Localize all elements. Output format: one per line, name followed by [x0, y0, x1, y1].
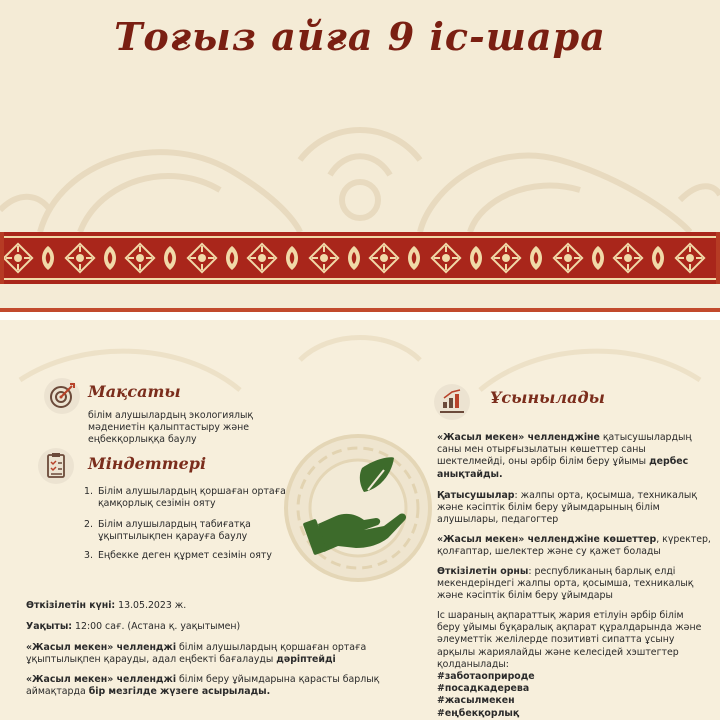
paragraph-text: алушылары, педагогтер — [437, 514, 559, 526]
task-item — [98, 519, 251, 543]
paragraph-bold: бір мезгілде жүзеге асырылады. — [88, 686, 271, 698]
event-date — [26, 600, 186, 612]
task-line: Білім алушылардың табиғатқа — [98, 519, 251, 530]
frame-bottom — [0, 308, 720, 312]
challenge-name: «Жасыл мекен» челленджі — [26, 642, 177, 653]
task-item — [98, 486, 286, 510]
task-item — [98, 550, 272, 562]
paragraph-text: білім беру ұйымдарына қарасты барлық — [176, 674, 380, 685]
task-number: 3. — [84, 550, 93, 561]
paragraph-text: арқылы жариялайды және келесідей хэштегтер — [437, 646, 679, 658]
paragraph-text: : жалпы орта, қосымша, техникалық — [514, 490, 697, 501]
recommend-paragraph-2 — [437, 490, 697, 527]
task-number: 1. — [84, 486, 93, 497]
hand-growth-icon — [434, 384, 470, 420]
tasks-heading: Міндеттері — [88, 454, 207, 473]
location-label: Өткізілетін орны — [437, 566, 529, 577]
challenge-name: «Жасыл мекен» челленджіне — [437, 432, 600, 443]
date-label: Өткізілетін күні: — [26, 600, 116, 611]
task-line: Еңбекке деген құрмет сезімін ояту — [98, 550, 272, 561]
central-medallion — [286, 436, 430, 580]
challenge-name: «Жасыл мекен» челленджіне көшеттер — [437, 534, 657, 545]
paragraph-text: және кәсіптік білім беру ұйымдарының білім — [437, 502, 660, 514]
participants-label: Қатысушылар — [437, 490, 515, 501]
title-slide — [0, 0, 720, 312]
recommend-heading: Ұсынылады — [490, 388, 605, 407]
paragraph-text: шектелмейді, оны әрбір білім беру ұйымы — [437, 456, 650, 468]
paragraph-text: : республиканың барлық елді — [528, 566, 676, 577]
recommend-paragraph-3 — [437, 534, 711, 558]
hashtag: #жасылмекен — [437, 695, 515, 707]
task-number: 2. — [84, 519, 93, 530]
paragraph-text: , күректер, — [656, 534, 711, 545]
goal-line: еңбекқорлыққа баулу — [88, 434, 197, 446]
target-icon — [44, 378, 80, 414]
goal-line: мәдениетін қалыптастыру және — [88, 422, 250, 434]
recommend-paragraph-4 — [437, 566, 693, 603]
paragraph-text: және кәсіптік білім беру ұйымдары — [437, 590, 613, 602]
paragraph-text: Іс шараның ақпараттық жария етілуін әрбір білім — [437, 610, 684, 621]
hashtag: #посадкадерева — [437, 683, 530, 695]
time-value: 12:00 сағ. (Астана қ. уақытымен) — [72, 621, 241, 632]
paragraph-text: әлеуметтік желілерде позитивті сипатта ұсыну — [437, 634, 675, 646]
recommend-paragraph-1 — [437, 432, 692, 481]
paragraph-text: мекендеріндегі жалпы орта, қосымша, техникалық — [437, 578, 694, 590]
paragraph-text: қолғаптар, шелектер және су қажет болады — [437, 546, 661, 558]
challenge-paragraph-1 — [26, 642, 366, 666]
hashtag: #заботаоприроде — [437, 671, 535, 683]
ornament-strip — [0, 232, 720, 284]
recommend-paragraph-5 — [437, 610, 701, 720]
paragraph-text: аймақтарда — [26, 686, 89, 698]
paragraph-text: қатысушылардың — [599, 432, 692, 443]
paragraph-text: саны мен отырғызылатын көшеттер саны — [437, 444, 646, 456]
task-line: Білім алушылардың қоршаған ортаға — [98, 486, 286, 497]
task-line: қамқорлық сезімін ояту — [98, 498, 216, 510]
goal-line: білім алушылардың экологиялық — [88, 410, 254, 421]
challenge-paragraph-2 — [26, 674, 379, 698]
paragraph-bold: дербес — [649, 456, 689, 468]
challenge-name: «Жасыл мекен» челленджі — [26, 674, 177, 685]
slide-title: Тоғыз айға 9 іс-шара — [114, 14, 606, 59]
paragraph-text: ұқыптылықпен қарауды, адал еңбекті бағалауды — [26, 654, 277, 666]
goal-heading: Мақсаты — [88, 382, 181, 401]
paragraph-text: қолданылады: — [437, 658, 509, 670]
checklist-icon — [38, 448, 74, 484]
event-time — [26, 621, 240, 633]
task-line: ұқыптылықпен қарауға баулу — [98, 531, 248, 543]
goal-text — [88, 410, 253, 447]
paragraph-text: білім алушылардың қоршаған ортаға — [176, 642, 367, 653]
paragraph-text: беру ұйымы бұқаралық ақпарат құралдарында және — [437, 622, 702, 634]
paragraph-bold: дәріптейді — [276, 654, 336, 666]
time-label: Уақыты: — [26, 621, 73, 632]
info-slide — [0, 320, 720, 720]
date-value: 13.05.2023 ж. — [115, 600, 187, 611]
ornament-pattern — [0, 232, 720, 284]
paragraph-bold: анықтайды. — [437, 468, 503, 480]
ornament-arches — [0, 100, 720, 232]
hashtag: #еңбекқорлық — [437, 707, 520, 719]
